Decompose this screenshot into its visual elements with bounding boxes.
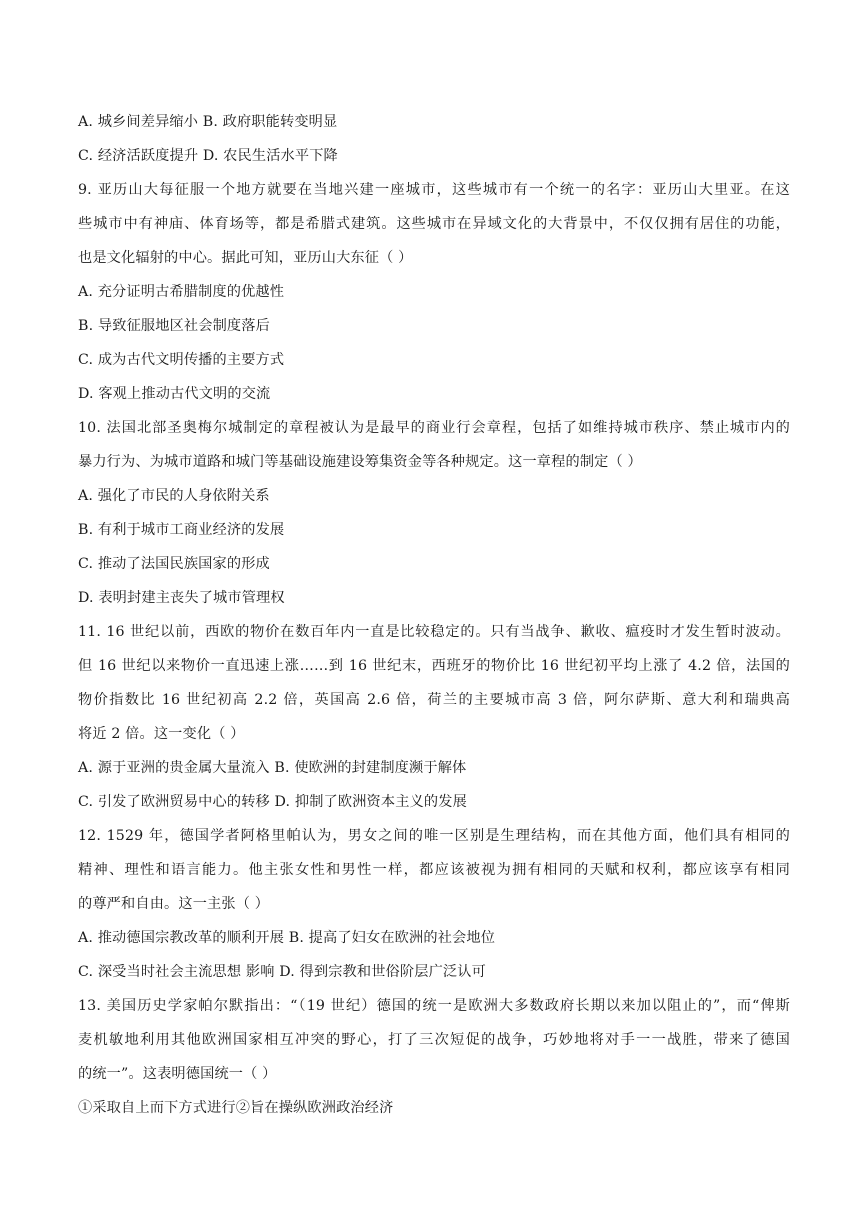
q10-option-a: A. 强化了市民的人身依附关系 (78, 488, 270, 504)
q13-statements: ①采取自上而下方式进行②旨在操纵欧洲政治经济 (78, 1100, 394, 1116)
q9-option-a: A. 充分证明古希腊制度的优越性 (78, 284, 285, 300)
q9-stem-line-3: 也是文化辐射的中心。据此可知，亚历山大东征（ ） (78, 250, 413, 266)
q10-option-c: C. 推动了法国民族国家的形成 (78, 556, 270, 572)
q11-stem-line-2: 但 16 世纪以来物价一直迅速上涨……到 16 世纪末，西班牙的物价比 16 世纪初平均上涨了 4.2 倍，法国的 (78, 658, 790, 674)
q11-options-ab: A. 源于亚洲的贵金属大量流入 B. 使欧洲的封建制度濒于解体 (78, 760, 467, 776)
q10-stem-line-1: 10. 法国北部圣奥梅尔城制定的章程被认为是最早的商业行会章程，包括了如维持城市秩序、禁止城市内的 (78, 420, 790, 436)
q10-option-d: D. 表明封建主丧失了城市管理权 (78, 590, 285, 606)
q13-stem-line-2: 麦机敏地利用其他欧洲国家相互冲突的野心，打了三次短促的战争，巧妙地将对手一一战胜，带来了德国 (78, 1032, 790, 1048)
q12-stem-line-1: 12. 1529 年，德国学者阿格里帕认为，男女之间的唯一区别是生理结构，而在其他方面，他们具有相同的 (78, 828, 790, 844)
q11-stem-line-4: 将近 2 倍。这一变化（ ） (78, 726, 245, 742)
q12-options-ab: A. 推动德国宗教改革的顺利开展 B. 提高了妇女在欧洲的社会地位 (78, 930, 496, 946)
q9-option-c: C. 成为古代文明传播的主要方式 (78, 352, 285, 368)
q11-options-cd: C. 引发了欧洲贸易中心的转移 D. 抑制了欧洲资本主义的发展 (78, 794, 467, 810)
q9-option-b: B. 导致征服地区社会制度落后 (78, 318, 270, 334)
q9-stem-line-1: 9. 亚历山大每征服一个地方就要在当地兴建一座城市，这些城市有一个统一的名字：亚历山大里亚。在这 (78, 182, 790, 198)
q8-options-cd: C. 经济活跃度提升 D. 农民生活水平下降 (78, 148, 338, 164)
q12-stem-line-2: 精神、理性和语言能力。他主张女性和男性一样，都应该被视为拥有相同的天赋和权利，都应该享有相同 (78, 862, 790, 878)
q11-stem-line-3: 物价指数比 16 世纪初高 2.2 倍，英国高 2.6 倍，荷兰的主要城市高 3 倍，阿尔萨斯、意大利和瑞典高 (78, 692, 790, 708)
q12-stem-line-3: 的尊严和自由。这一主张（ ） (78, 896, 270, 912)
q13-stem-line-1: 13. 美国历史学家帕尔默指出：“（19 世纪）德国的统一是欧洲大多数政府长期以来加以阻止的”，而“俾斯 (78, 998, 790, 1014)
q10-stem-line-2: 暴力行为、为城市道路和城门等基础设施建设筹集资金等各种规定。这一章程的制定（ ） (78, 454, 642, 470)
q9-option-d: D. 客观上推动古代文明的交流 (78, 386, 271, 402)
q10-option-b: B. 有利于城市工商业经济的发展 (78, 522, 285, 538)
q9-stem-line-2: 些城市中有神庙、体育场等，都是希腊式建筑。这些城市在异域文化的大背景中，不仅仅拥有居住的功能， (78, 216, 790, 232)
q8-options-ab: A. 城乡间差异缩小 B. 政府职能转变明显 (78, 114, 338, 130)
q11-stem-line-1: 11. 16 世纪以前，西欧的物价在数百年内一直是比较稳定的。只有当战争、歉收、瘟疫时才发生暂时波动。 (78, 624, 790, 640)
q12-options-cd: C. 深受当时社会主流思想 影响 D. 得到宗教和世俗阶层广泛认可 (78, 964, 486, 980)
q13-stem-line-3: 的统一”。这表明德国统一（ ） (78, 1066, 277, 1082)
